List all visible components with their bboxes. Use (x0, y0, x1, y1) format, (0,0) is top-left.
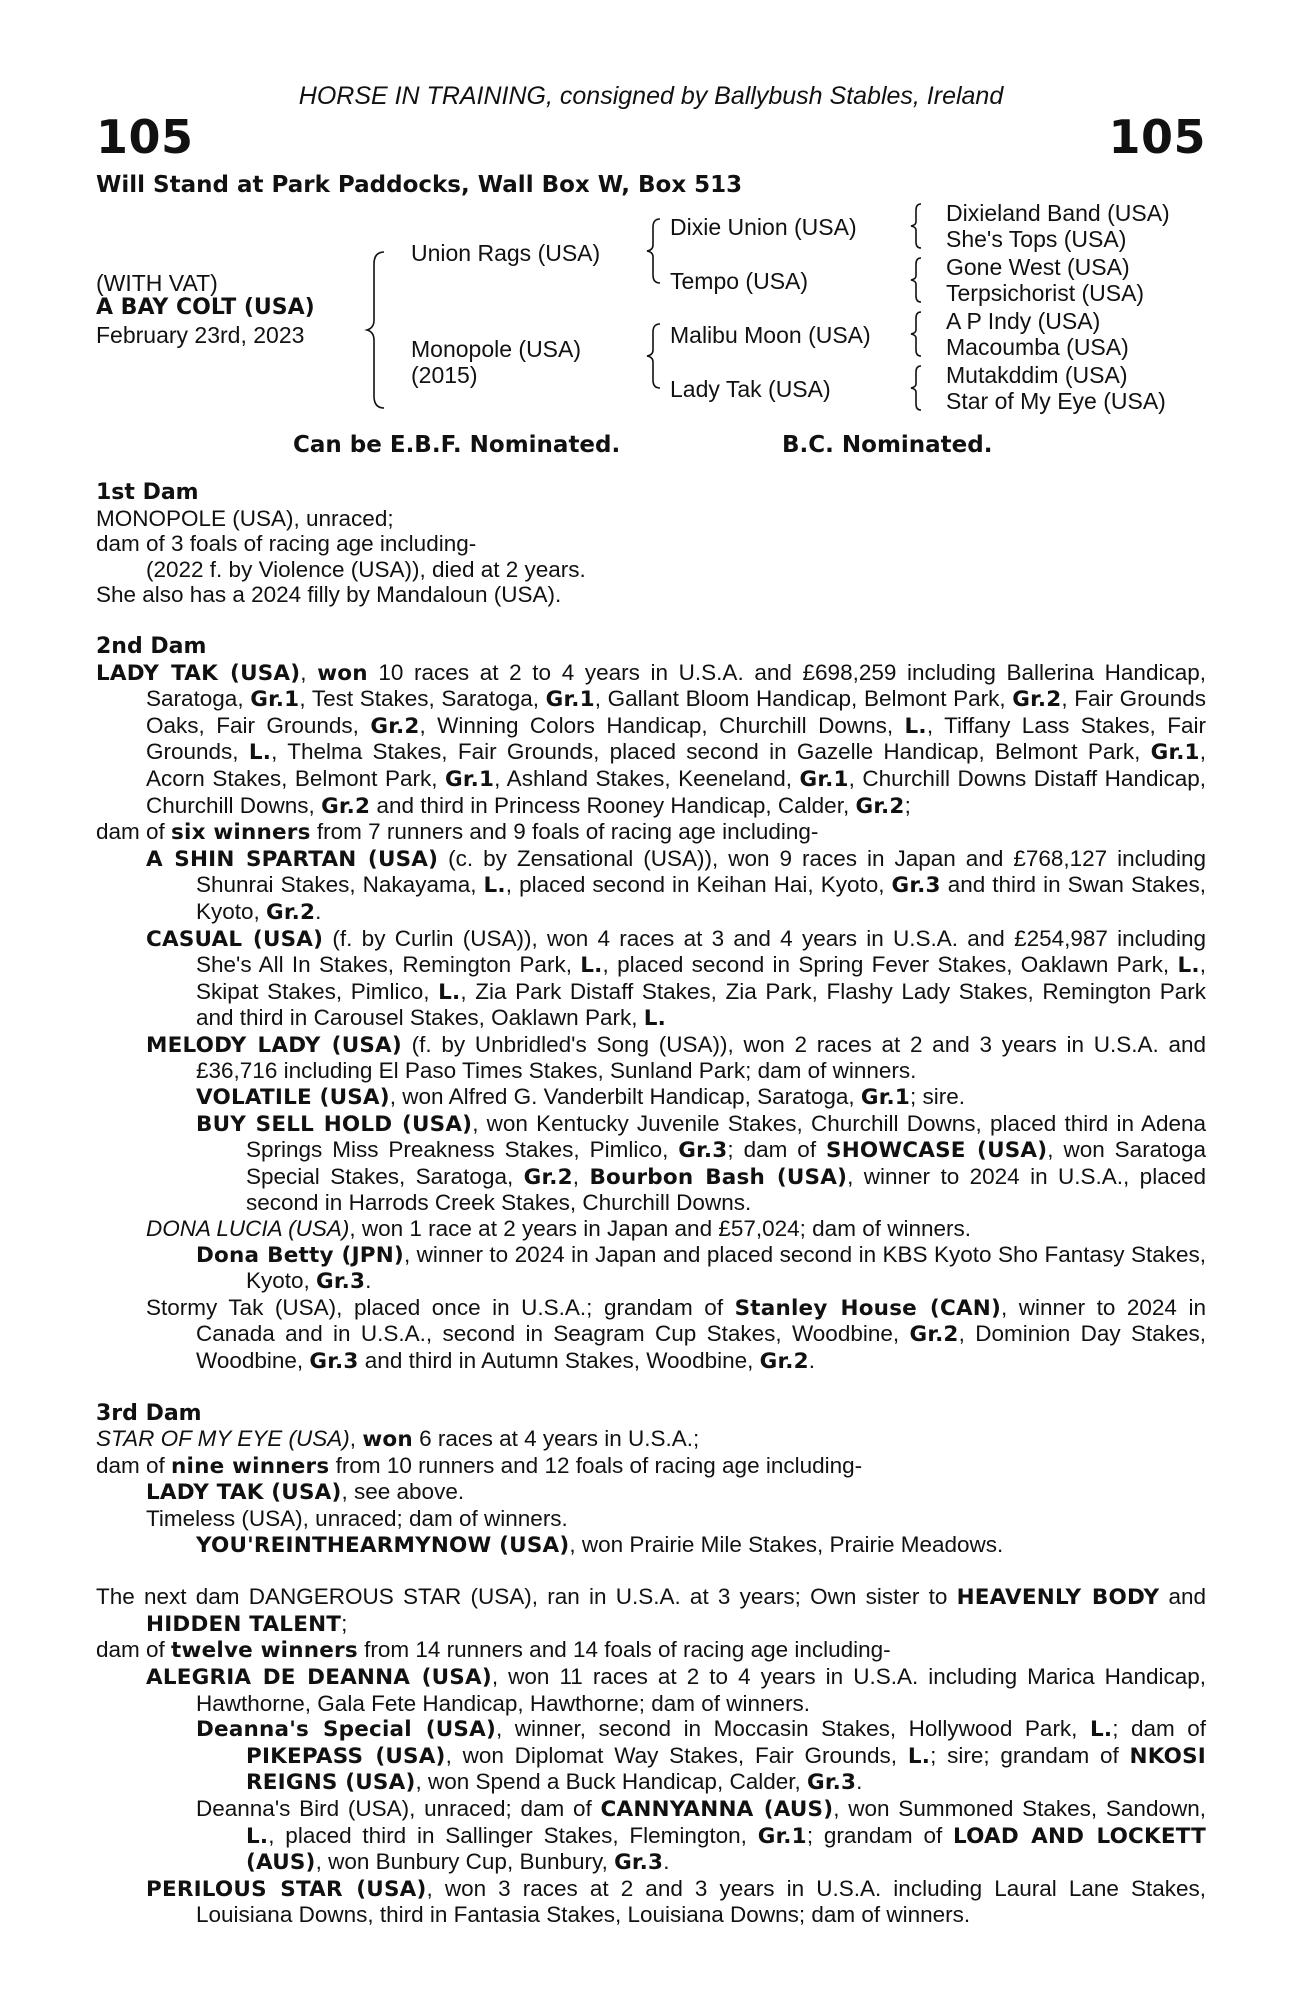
first-dam-line-3: (2022 f. by Violence (USA)), died at 2 years. (146, 556, 586, 582)
produce-youreinthearmynow: YOU'REINTHEARMYNOW (USA), won Prairie Mile Stakes, Prairie Meadows. (196, 1531, 1004, 1558)
bc-nomination: B.C. Nominated. (782, 432, 993, 458)
stand-location: Will Stand at Park Paddocks, Wall Box W, Box 513 (96, 172, 743, 198)
brace-g78 (908, 364, 924, 412)
granddam-4: Terpsichorist (USA) (946, 280, 1145, 306)
grandsire-5: A P Indy (USA) (946, 308, 1101, 334)
brace-g34 (908, 256, 924, 304)
produce-melody-lady: MELODY LADY (USA) (f. by Unbridled's Song (USA)), won 2 races at 2 and 3 years in U.S.A. and £36,716 including El Paso Times Stakes, Sunland Park; dam of winners. (146, 1031, 1206, 1084)
dam-sire: Malibu Moon (USA) (670, 322, 871, 348)
pedigree-brace-sire (644, 217, 664, 285)
granddam-8: Star of My Eye (USA) (946, 388, 1166, 414)
produce-buy-sell-hold: BUY SELL HOLD (USA), won Kentucky Juvenile Stakes, Churchill Downs, placed third in Adena Springs Miss Preakness Stakes, Pimlico, Gr.3; dam of SHOWCASE (USA), won Saratoga Special Stakes, Saratoga, Gr.2, Bourbon Bash (USA), winner to 2024 in U.S.A., placed second in Harrods Creek Stakes, Churchill Downs. (196, 1110, 1206, 1216)
produce-a-shin-spartan: A SHIN SPARTAN (USA) (c. by Zensational (USA)), won 9 races in Japan and £768,127 including Shunrai Stakes, Nakayama, L., placed second in Keihan Hai, Kyoto, Gr.3 and third in Swan Stakes, Kyoto, Gr.2. (146, 845, 1206, 925)
third-dam-heading: 3rd Dam (96, 1400, 202, 1426)
produce-dona-betty: Dona Betty (JPN), winner to 2024 in Japan and placed second in KBS Kyoto Sho Fantasy Stakes, Kyoto, Gr.3. (196, 1241, 1206, 1295)
foaling-date: February 23rd, 2023 (96, 322, 305, 348)
grandsire-1: Dixieland Band (USA) (946, 200, 1170, 226)
third-dam-produce-intro: dam of nine winners from 10 runners and 12 foals of racing age including- (96, 1452, 863, 1479)
grandsire-3: Gone West (USA) (946, 254, 1130, 280)
produce-stormy-tak: Stormy Tak (USA), placed once in U.S.A.; grandam of Stanley House (CAN), winner to 2024 in Canada and in U.S.A., second in Seagram Cup Stakes, Woodbine, Gr.2, Dominion Day Stakes, Woodbine, Gr.3 and third in Autumn Stakes, Woodbine, Gr.2. (146, 1294, 1207, 1374)
pedigree-table (96, 200, 1206, 430)
produce-volatile: VOLATILE (USA), won Alfred G. Vanderbilt Handicap, Saratoga, Gr.1; sire. (196, 1084, 966, 1111)
fourth-dam-produce-intro: dam of twelve winners from 14 runners and 14 foals of racing age including- (96, 1637, 891, 1664)
catalogue-body (96, 480, 1206, 1928)
sire-sire: Dixie Union (USA) (670, 214, 857, 240)
horse-name: A BAY COLT (USA) (96, 295, 315, 320)
sire-dam: Tempo (USA) (670, 268, 809, 294)
lot-number-left: 105 (96, 110, 194, 164)
dam-year: (2015) (411, 362, 478, 388)
granddam-6: Macoumba (USA) (946, 334, 1129, 360)
produce-timeless: Timeless (USA), unraced; dam of winners. (146, 1505, 568, 1531)
produce-deannas-bird: Deanna's Bird (USA), unraced; dam of CANNYANNA (AUS), won Summoned Stakes, Sandown, L., placed third in Sallinger Stakes, Flemington, Gr.1; grandam of LOAD AND LOCKETT (AUS), won Bunbury Cup, Bunbury, Gr.3. (196, 1795, 1207, 1876)
first-dam-line-2: dam of 3 foals of racing age including- (96, 531, 477, 557)
third-dam-record: STAR OF MY EYE (USA), won 6 races at 4 years in U.S.A.; (96, 1426, 700, 1453)
grandsire-7: Mutakddim (USA) (946, 362, 1128, 388)
pedigree-brace-dam (644, 322, 664, 390)
produce-perilous-star: PERILOUS STAR (USA), won 3 races at 2 and 3 years in U.S.A. including Laural Lane Stakes, Louisiana Downs, third in Fantasia Stakes, Louisiana Downs; dam of winners. (146, 1875, 1206, 1928)
first-dam-line-1: MONOPOLE (USA), unraced; (96, 505, 394, 531)
produce-casual: CASUAL (USA) (f. by Curlin (USA)), won 4 races at 3 and 4 years in U.S.A. and £254,987 including She's All In Stakes, Remington Park, L., placed second in Spring Fever Stakes, Oaklawn Park, L., Skipat Stakes, Pimlico, L., Zia Park Distaff Stakes, Zia Park, Flashy Lady Stakes, Remington Park and third in Carousel Stakes, Oaklawn Park, L. (146, 925, 1206, 1032)
ebf-nomination: Can be E.B.F. Nominated. (293, 432, 621, 458)
lot-number-right: 105 (1108, 110, 1206, 164)
sire: Union Rags (USA) (411, 240, 601, 266)
second-dam-produce-intro: dam of six winners from 7 runners and 9 foals of racing age including- (96, 819, 819, 846)
second-dam-heading: 2nd Dam (96, 633, 207, 659)
produce-deannas-special: Deanna's Special (USA), winner, second in Moccasin Stakes, Hollywood Park, L.; dam of PIKEPASS (USA), won Diplomat Way Stakes, Fair Grounds, L.; sire; grandam of NKOSI REIGNS (USA), won Spend a Buck Handicap, Calder, Gr.3. (196, 1716, 1206, 1796)
first-dam-line-4: She also has a 2024 filly by Mandaloun (USA). (96, 582, 562, 608)
brace-g56 (908, 310, 924, 358)
page-title: HORSE IN TRAINING, consigned by Ballybush Stables, Ireland (298, 82, 1004, 110)
first-dam-heading: 1st Dam (96, 480, 199, 505)
pedigree-brace-main (364, 250, 388, 410)
dam-dam: Lady Tak (USA) (670, 376, 831, 402)
brace-g12 (908, 202, 924, 250)
granddam-2: She's Tops (USA) (946, 226, 1127, 252)
fourth-dam-record: The next dam DANGEROUS STAR (USA), ran in U.S.A. at 3 years; Own sister to HEAVENLY BODY and HIDDEN TALENT; (96, 1584, 1207, 1637)
produce-alegria-de-deanna: ALEGRIA DE DEANNA (USA), won 11 races at 2 to 4 years in U.S.A. including Marica Handicap, Hawthorne, Gala Fete Handicap, Hawthorne; dam of winners. (146, 1663, 1206, 1716)
vat-note: (WITH VAT) (96, 270, 218, 296)
second-dam-record: LADY TAK (USA), won 10 races at 2 to 4 years in U.S.A. and £698,259 including Ballerina Handicap, Saratoga, Gr.1, Test Stakes, Saratoga, Gr.1, Gallant Bloom Handicap, Belmont Park, Gr.2, Fair Grounds Oaks, Fair Grounds, Gr.2, Winning Colors Handicap, Churchill Downs, L., Tiffany Lass Stakes, Fair Grounds, L., Thelma Stakes, Fair Grounds, placed second in Gazelle Handicap, Belmont Park, Gr.1, Acorn Stakes, Belmont Park, Gr.1, Ashland Stakes, Keeneland, Gr.1, Churchill Downs Distaff Handicap, Churchill Downs, Gr.2 and third in Princess Rooney Handicap, Calder, Gr.2; (96, 659, 1206, 819)
produce-dona-lucia: DONA LUCIA (USA), won 1 race at 2 years in Japan and £57,024; dam of winners. (146, 1216, 971, 1242)
produce-lady-tak: LADY TAK (USA), see above. (146, 1479, 465, 1506)
dam: Monopole (USA) (411, 336, 582, 362)
